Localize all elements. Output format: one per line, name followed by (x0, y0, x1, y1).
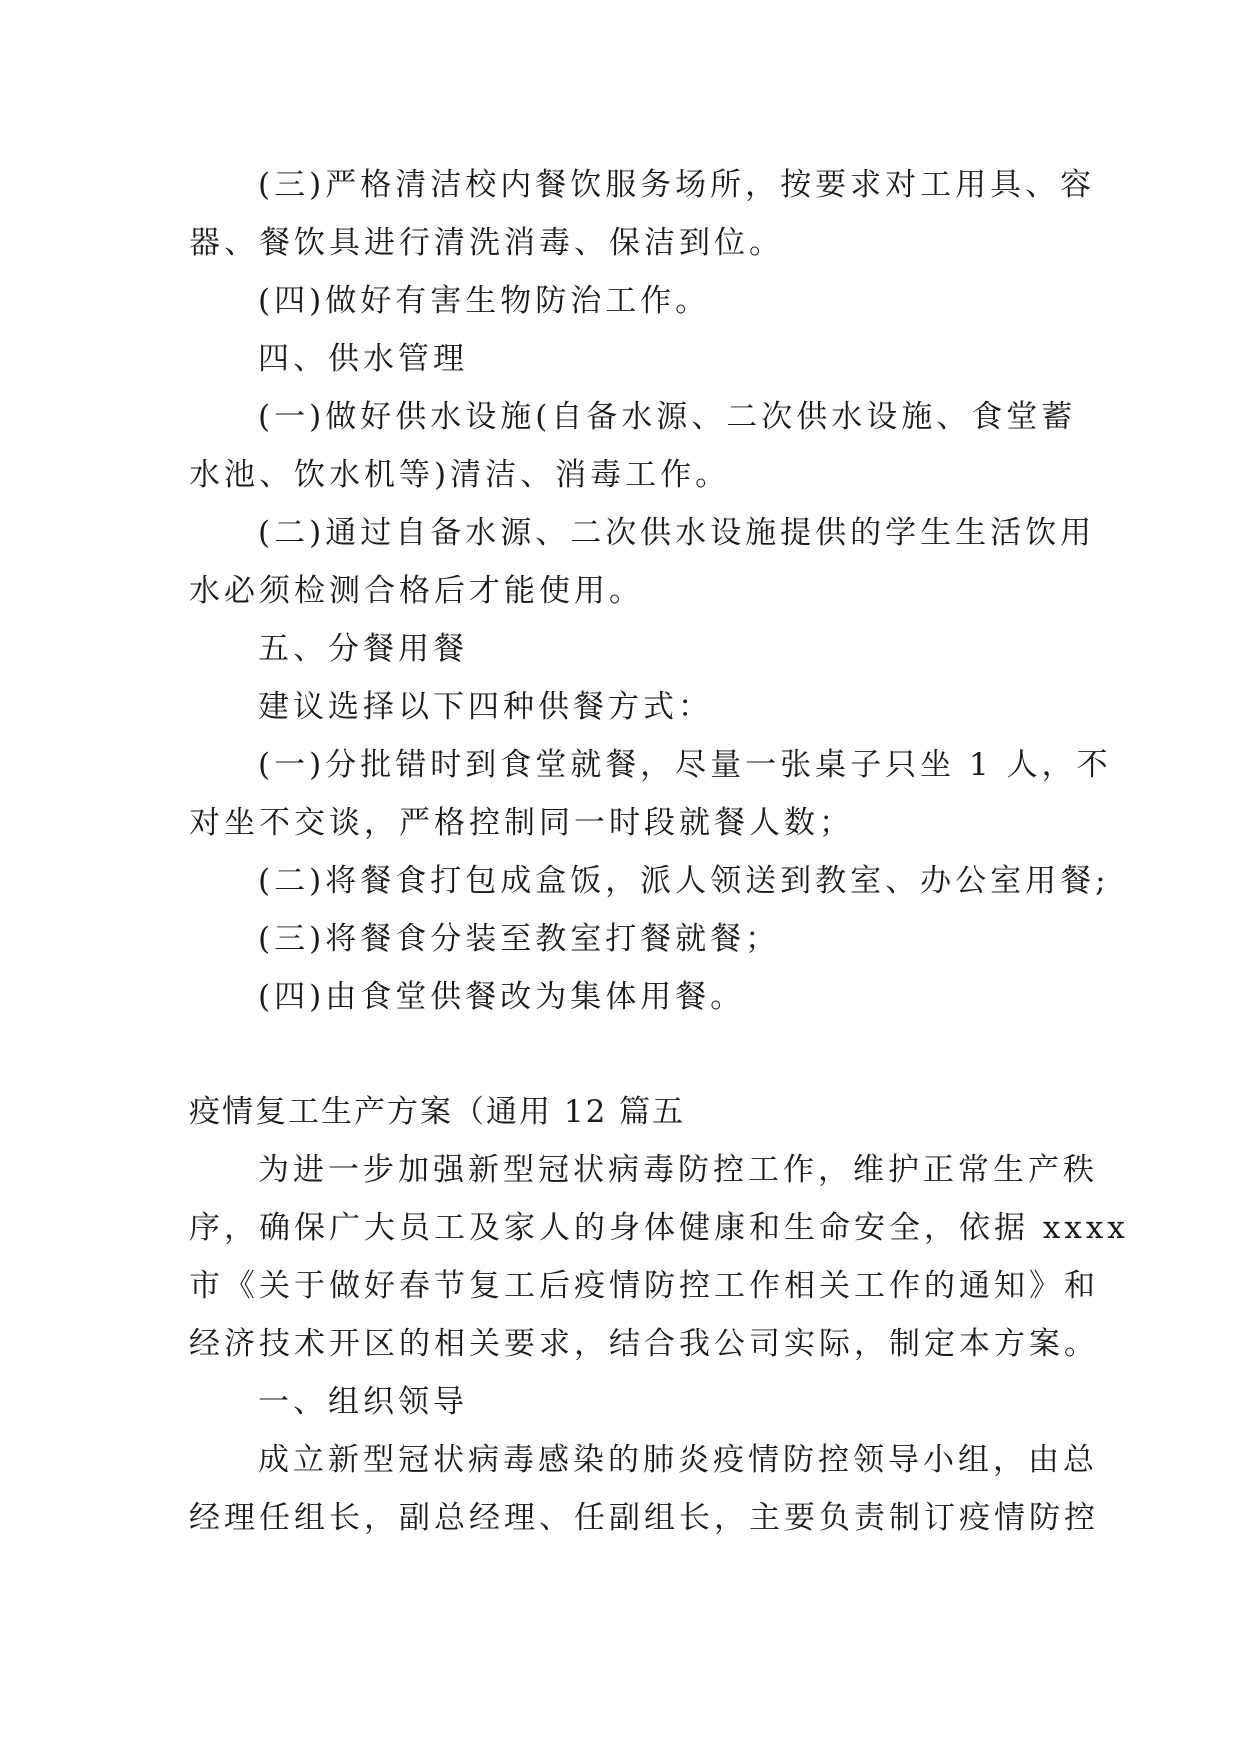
paragraph-line: 建议选择以下四种供餐方式： (258, 689, 713, 725)
paragraph-line: 水池、饮水机等)清洁、消毒工作。 (189, 457, 731, 493)
section-heading: 五、分餐用餐 (258, 631, 468, 667)
paragraph-line: (四)做好有害生物防治工作。 (258, 283, 711, 319)
paragraph-line: (四)由食堂供餐改为集体用餐。 (258, 979, 746, 1015)
paragraph-line: (三)严格清洁校内餐饮服务场所，按要求对工用具、容 (258, 167, 1096, 203)
paragraph-line: 经济技术开区的相关要求，结合我公司实际，制定本方案。 (189, 1326, 1099, 1362)
paragraph-line: (一)分批错时到食堂就餐，尽量一张桌子只坐 1 人，不 (258, 747, 1112, 783)
paragraph-line: (一)做好供水设施(自备水源、二次供水设施、食堂蓄 (258, 399, 1077, 435)
paragraph-line: (二)将餐食打包成盒饭，派人领送到教室、办公室用餐; (258, 863, 1110, 899)
paragraph-line: 器、餐饮具进行清洗消毒、保洁到位。 (189, 225, 784, 261)
paragraph-line: 为进一步加强新型冠状病毒防控工作，维护正常生产秩 (258, 1152, 1098, 1188)
paragraph-line: 序，确保广大员工及家人的身体健康和生命安全，依据 xxxx (189, 1210, 1129, 1246)
paragraph-line: 市《关于做好春节复工后疫情防控工作相关工作的通知》和 (189, 1268, 1099, 1304)
paragraph-line: 水必须检测合格后才能使用。 (189, 573, 644, 609)
paragraph-line: 对坐不交谈，严格控制同一时段就餐人数； (189, 805, 854, 841)
section-heading: 四、供水管理 (258, 341, 468, 377)
section-heading: 一、组织领导 (258, 1384, 468, 1420)
paragraph-line: 经理任组长，副总经理、任副组长，主要负责制订疫情防控 (189, 1500, 1099, 1536)
document-title: 疫情复工生产方案（通用 12 篇五 (189, 1094, 686, 1130)
paragraph-line: 成立新型冠状病毒感染的肺炎疫情防控领导小组，由总 (258, 1442, 1098, 1478)
paragraph-line: (二)通过自备水源、二次供水设施提供的学生生活饮用 (258, 515, 1096, 551)
paragraph-line: (三)将餐食分装至教室打餐就餐； (258, 921, 781, 957)
